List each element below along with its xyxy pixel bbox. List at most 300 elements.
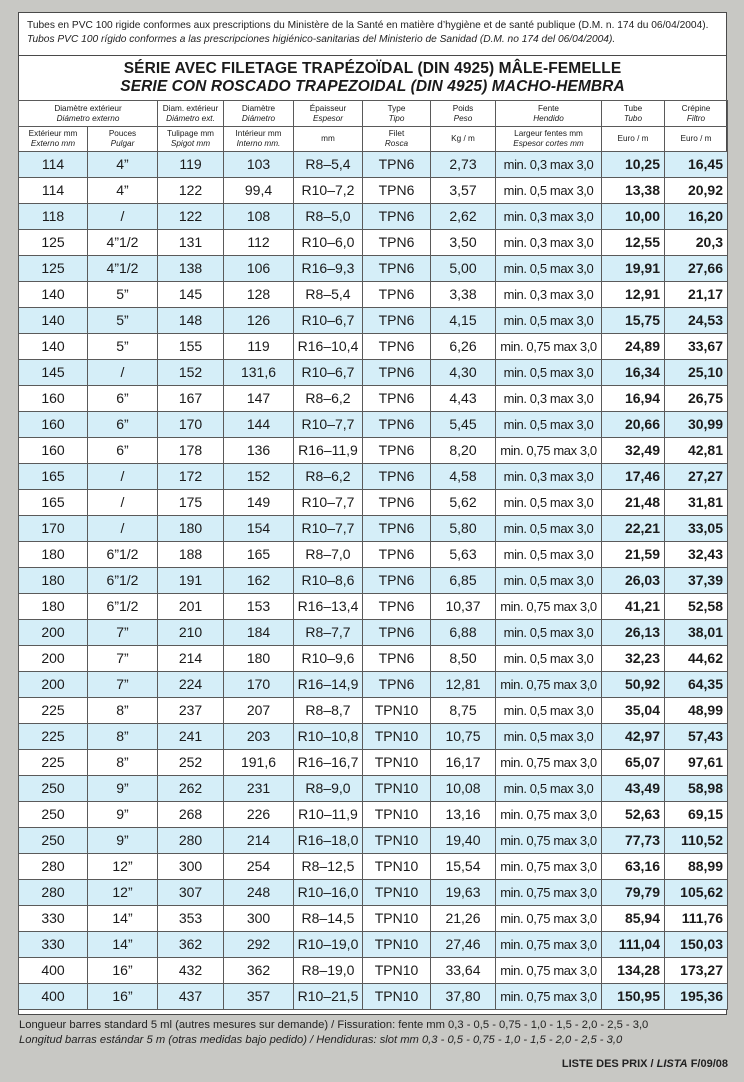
filter-price-cell: 21,17 (665, 282, 728, 308)
tube-price-cell: 24,89 (602, 334, 665, 360)
slot-range-cell: min. 0,75 max 3,0 (496, 438, 602, 464)
thread-type-cell: TPN10 (363, 828, 431, 854)
filter-price-cell: 33,05 (665, 516, 728, 542)
thickness-cell: R10–7,7 (294, 412, 363, 438)
inner-diameter-cell: 136 (224, 438, 294, 464)
inches-cell: 4”1/2 (88, 256, 158, 282)
inches-cell: 9” (88, 776, 158, 802)
slot-range-cell: min. 0,75 max 3,0 (496, 750, 602, 776)
table-row (19, 958, 728, 984)
filter-price-cell: 37,39 (665, 568, 728, 594)
thread-type-cell: TPN6 (363, 256, 431, 282)
filter-price-cell: 16,45 (665, 152, 728, 178)
subheader-thickness-mm: mm (294, 127, 363, 152)
outer-diameter-cell: 200 (19, 646, 88, 672)
outer-diameter-cell: 125 (19, 230, 88, 256)
inner-diameter-cell: 254 (224, 854, 294, 880)
thread-type-cell: TPN10 (363, 906, 431, 932)
thread-type-cell: TPN6 (363, 412, 431, 438)
weight-cell: 5,62 (431, 490, 496, 516)
weight-cell: 10,08 (431, 776, 496, 802)
weight-cell: 5,00 (431, 256, 496, 282)
inches-cell: / (88, 516, 158, 542)
thread-type-cell: TPN10 (363, 724, 431, 750)
inches-cell: 12” (88, 854, 158, 880)
inner-diameter-cell: 108 (224, 204, 294, 230)
thickness-cell: R16–13,4 (294, 594, 363, 620)
outer-diameter-cell: 200 (19, 672, 88, 698)
spigot-diameter-cell: 155 (158, 334, 224, 360)
thickness-cell: R8–5,0 (294, 204, 363, 230)
slot-range-cell: min. 0,5 max 3,0 (496, 360, 602, 386)
thread-type-cell: TPN6 (363, 490, 431, 516)
inches-cell: / (88, 204, 158, 230)
header-tube: Tube Tubo (602, 101, 665, 127)
slot-range-cell: min. 0,75 max 3,0 (496, 906, 602, 932)
inner-diameter-cell: 180 (224, 646, 294, 672)
inches-cell: 6”1/2 (88, 542, 158, 568)
slot-range-cell: min. 0,75 max 3,0 (496, 334, 602, 360)
header-type: Type Tipo (363, 101, 431, 127)
filter-price-cell: 20,92 (665, 178, 728, 204)
slot-range-cell: min. 0,5 max 3,0 (496, 698, 602, 724)
thread-type-cell: TPN10 (363, 984, 431, 1010)
table-row (19, 568, 728, 594)
weight-cell: 8,50 (431, 646, 496, 672)
inches-cell: 6” (88, 438, 158, 464)
weight-cell: 10,75 (431, 724, 496, 750)
footnote-spanish: Longitud barras estándar 5 m (otras medidas bajo pedido) / Hendiduras: slot mm 0,3 - 0,5 - 0,75 - 1,0 - 1,5 - 2,0 - 2,5 - 3,0 (19, 1034, 623, 1046)
thickness-cell: R8–19,0 (294, 958, 363, 984)
table-row (19, 412, 728, 438)
spigot-diameter-cell: 353 (158, 906, 224, 932)
inner-diameter-cell: 149 (224, 490, 294, 516)
inner-diameter-cell: 119 (224, 334, 294, 360)
weight-cell: 21,26 (431, 906, 496, 932)
spigot-diameter-cell: 170 (158, 412, 224, 438)
table-row (19, 386, 728, 412)
header-outer-diameter: Diamètre extérieur Diámetro externo (19, 101, 158, 127)
thread-type-cell: TPN6 (363, 204, 431, 230)
thread-type-cell: TPN6 (363, 360, 431, 386)
outer-diameter-cell: 180 (19, 594, 88, 620)
outer-diameter-cell: 170 (19, 516, 88, 542)
inner-diameter-cell: 362 (224, 958, 294, 984)
weight-cell: 19,40 (431, 828, 496, 854)
slot-range-cell: min. 0,75 max 3,0 (496, 880, 602, 906)
tube-price-cell: 20,66 (602, 412, 665, 438)
price-list-label-french: LISTE DES PRIX / (561, 1058, 654, 1070)
outer-diameter-cell: 160 (19, 438, 88, 464)
inches-cell: 4” (88, 152, 158, 178)
slot-range-cell: min. 0,75 max 3,0 (496, 828, 602, 854)
tube-price-cell: 16,34 (602, 360, 665, 386)
spigot-diameter-cell: 214 (158, 646, 224, 672)
spigot-diameter-cell: 252 (158, 750, 224, 776)
spigot-diameter-cell: 152 (158, 360, 224, 386)
filter-price-cell: 88,99 (665, 854, 728, 880)
tube-price-cell: 65,07 (602, 750, 665, 776)
spigot-diameter-cell: 224 (158, 672, 224, 698)
slot-range-cell: min. 0,75 max 3,0 (496, 802, 602, 828)
spigot-diameter-cell: 268 (158, 802, 224, 828)
thickness-cell: R10–9,6 (294, 646, 363, 672)
tube-price-cell: 12,55 (602, 230, 665, 256)
outer-diameter-cell: 225 (19, 750, 88, 776)
inches-cell: 5” (88, 308, 158, 334)
slot-range-cell: min. 0,5 max 3,0 (496, 516, 602, 542)
slot-range-cell: min. 0,3 max 3,0 (496, 152, 602, 178)
table-row (19, 984, 728, 1010)
inches-cell: 7” (88, 646, 158, 672)
spigot-diameter-cell: 188 (158, 542, 224, 568)
slot-range-cell: min. 0,5 max 3,0 (496, 542, 602, 568)
spigot-diameter-cell: 148 (158, 308, 224, 334)
filter-price-cell: 52,58 (665, 594, 728, 620)
table-row (19, 646, 728, 672)
spigot-diameter-cell: 180 (158, 516, 224, 542)
spigot-diameter-cell: 167 (158, 386, 224, 412)
intro-french: Tubes en PVC 100 rigide conformes aux prescriptions du Ministère de la Santé en matière d’hygiène et de santé publique (D.M. n. 174 du 06/04/2004). (27, 20, 709, 31)
filter-price-cell: 16,20 (665, 204, 728, 230)
header-slot: Fente Hendido (496, 101, 602, 127)
thickness-cell: R16–11,9 (294, 438, 363, 464)
table-row (19, 906, 728, 932)
tube-price-cell: 79,79 (602, 880, 665, 906)
tube-price-cell: 16,94 (602, 386, 665, 412)
weight-cell: 6,26 (431, 334, 496, 360)
slot-range-cell: min. 0,5 max 3,0 (496, 308, 602, 334)
inches-cell: 6”1/2 (88, 594, 158, 620)
weight-cell: 19,63 (431, 880, 496, 906)
thread-type-cell: TPN10 (363, 698, 431, 724)
table-row (19, 620, 728, 646)
inches-cell: 16” (88, 984, 158, 1010)
table-row (19, 672, 728, 698)
inches-cell: / (88, 464, 158, 490)
tube-price-cell: 12,91 (602, 282, 665, 308)
weight-cell: 27,46 (431, 932, 496, 958)
thickness-cell: R16–10,4 (294, 334, 363, 360)
tube-price-cell: 21,59 (602, 542, 665, 568)
inner-diameter-cell: 357 (224, 984, 294, 1010)
outer-diameter-cell: 140 (19, 308, 88, 334)
outer-diameter-cell: 165 (19, 490, 88, 516)
weight-cell: 5,45 (431, 412, 496, 438)
slot-range-cell: min. 0,5 max 3,0 (496, 568, 602, 594)
filter-price-cell: 32,43 (665, 542, 728, 568)
price-list-label-spanish: LISTA (656, 1058, 688, 1070)
thickness-cell: R8–7,0 (294, 542, 363, 568)
slot-range-cell: min. 0,75 max 3,0 (496, 984, 602, 1010)
tube-price-cell: 85,94 (602, 906, 665, 932)
thread-type-cell: TPN6 (363, 386, 431, 412)
tube-price-cell: 134,28 (602, 958, 665, 984)
weight-cell: 4,58 (431, 464, 496, 490)
weight-cell: 15,54 (431, 854, 496, 880)
subheader-outer-mm: Extérieur mm Externo mm (19, 127, 88, 152)
filter-price-cell: 69,15 (665, 802, 728, 828)
slot-range-cell: min. 0,3 max 3,0 (496, 230, 602, 256)
subheader-slot-width: Largeur fentes mm Espesor cortes mm (496, 127, 602, 152)
inner-diameter-cell: 248 (224, 880, 294, 906)
series-title-french: SÉRIE AVEC FILETAGE TRAPÉZOÏDAL (DIN 4925) MÂLE-FEMELLE (123, 60, 622, 77)
inner-diameter-cell: 147 (224, 386, 294, 412)
slot-range-cell: min. 0,3 max 3,0 (496, 464, 602, 490)
filter-price-cell: 24,53 (665, 308, 728, 334)
tube-price-cell: 13,38 (602, 178, 665, 204)
thread-type-cell: TPN10 (363, 880, 431, 906)
table-row (19, 854, 728, 880)
filter-price-cell: 97,61 (665, 750, 728, 776)
inches-cell: 6” (88, 386, 158, 412)
thickness-cell: R10–7,2 (294, 178, 363, 204)
filter-price-cell: 195,36 (665, 984, 728, 1010)
thickness-cell: R10–16,0 (294, 880, 363, 906)
thickness-cell: R10–6,0 (294, 230, 363, 256)
tube-price-cell: 10,25 (602, 152, 665, 178)
spigot-diameter-cell: 307 (158, 880, 224, 906)
inner-diameter-cell: 300 (224, 906, 294, 932)
weight-cell: 10,37 (431, 594, 496, 620)
filter-price-cell: 64,35 (665, 672, 728, 698)
tube-price-cell: 111,04 (602, 932, 665, 958)
outer-diameter-cell: 114 (19, 178, 88, 204)
thread-type-cell: TPN10 (363, 750, 431, 776)
tube-price-cell: 52,63 (602, 802, 665, 828)
tube-price-cell: 43,49 (602, 776, 665, 802)
inner-diameter-cell: 154 (224, 516, 294, 542)
table-row (19, 438, 728, 464)
table-row (19, 724, 728, 750)
weight-cell: 4,15 (431, 308, 496, 334)
tube-price-cell: 21,48 (602, 490, 665, 516)
table-row (19, 178, 728, 204)
spigot-diameter-cell: 191 (158, 568, 224, 594)
slot-range-cell: min. 0,3 max 3,0 (496, 282, 602, 308)
filter-price-cell: 33,67 (665, 334, 728, 360)
slot-range-cell: min. 0,5 max 3,0 (496, 178, 602, 204)
filter-price-cell: 111,76 (665, 906, 728, 932)
inches-cell: 5” (88, 334, 158, 360)
table-row (19, 802, 728, 828)
inches-cell: 14” (88, 932, 158, 958)
tube-price-cell: 26,13 (602, 620, 665, 646)
filter-price-cell: 31,81 (665, 490, 728, 516)
tube-price-cell: 19,91 (602, 256, 665, 282)
inner-diameter-cell: 152 (224, 464, 294, 490)
thickness-cell: R16–14,9 (294, 672, 363, 698)
inches-cell: 9” (88, 828, 158, 854)
weight-cell: 5,63 (431, 542, 496, 568)
inner-diameter-cell: 144 (224, 412, 294, 438)
slot-range-cell: min. 0,3 max 3,0 (496, 386, 602, 412)
inner-diameter-cell: 99,4 (224, 178, 294, 204)
tube-price-cell: 41,21 (602, 594, 665, 620)
spigot-diameter-cell: 362 (158, 932, 224, 958)
series-title (19, 56, 726, 100)
inner-diameter-cell: 128 (224, 282, 294, 308)
slot-range-cell: min. 0,75 max 3,0 (496, 594, 602, 620)
outer-diameter-cell: 250 (19, 802, 88, 828)
thread-type-cell: TPN6 (363, 282, 431, 308)
weight-cell: 12,81 (431, 672, 496, 698)
outer-diameter-cell: 200 (19, 620, 88, 646)
weight-cell: 6,85 (431, 568, 496, 594)
slot-range-cell: min. 0,5 max 3,0 (496, 490, 602, 516)
slot-range-cell: min. 0,3 max 3,0 (496, 204, 602, 230)
subheader-filter-euro: Euro / m (665, 127, 728, 152)
tube-price-cell: 10,00 (602, 204, 665, 230)
spigot-diameter-cell: 300 (158, 854, 224, 880)
outer-diameter-cell: 250 (19, 828, 88, 854)
table-row (19, 490, 728, 516)
inner-diameter-cell: 153 (224, 594, 294, 620)
thread-type-cell: TPN10 (363, 932, 431, 958)
subheader-inner-mm: Intérieur mm Interno mm. (224, 127, 294, 152)
outer-diameter-cell: 180 (19, 568, 88, 594)
filter-price-cell: 30,99 (665, 412, 728, 438)
thickness-cell: R8–12,5 (294, 854, 363, 880)
weight-cell: 2,73 (431, 152, 496, 178)
inner-diameter-cell: 226 (224, 802, 294, 828)
header-weight: Poids Peso (431, 101, 496, 127)
tube-price-cell: 63,16 (602, 854, 665, 880)
thickness-cell: R10–6,7 (294, 360, 363, 386)
header-filter: Crépine Filtro (665, 101, 728, 127)
table-body (19, 152, 728, 1010)
thickness-cell: R8–8,7 (294, 698, 363, 724)
table-row (19, 776, 728, 802)
thickness-cell: R16–9,3 (294, 256, 363, 282)
subheader-kg-per-m: Kg / m (431, 127, 496, 152)
inches-cell: 16” (88, 958, 158, 984)
thickness-cell: R10–21,5 (294, 984, 363, 1010)
inches-cell: 6” (88, 412, 158, 438)
table-row (19, 334, 728, 360)
thread-type-cell: TPN10 (363, 958, 431, 984)
spigot-diameter-cell: 172 (158, 464, 224, 490)
inner-diameter-cell: 165 (224, 542, 294, 568)
inches-cell: 4” (88, 178, 158, 204)
inches-cell: 7” (88, 672, 158, 698)
weight-cell: 16,17 (431, 750, 496, 776)
table-row (19, 516, 728, 542)
slot-range-cell: min. 0,5 max 3,0 (496, 646, 602, 672)
inner-diameter-cell: 106 (224, 256, 294, 282)
inner-diameter-cell: 231 (224, 776, 294, 802)
table-row (19, 152, 728, 178)
inches-cell: / (88, 490, 158, 516)
footnote (19, 1018, 648, 1048)
price-sheet (18, 12, 727, 1015)
weight-cell: 4,30 (431, 360, 496, 386)
slot-range-cell: min. 0,75 max 3,0 (496, 854, 602, 880)
price-list-reference: F/09/08 (690, 1058, 728, 1070)
inner-diameter-cell: 162 (224, 568, 294, 594)
filter-price-cell: 48,99 (665, 698, 728, 724)
outer-diameter-cell: 180 (19, 542, 88, 568)
spigot-diameter-cell: 131 (158, 230, 224, 256)
outer-diameter-cell: 118 (19, 204, 88, 230)
inner-diameter-cell: 170 (224, 672, 294, 698)
header-spigot-diameter: Diam. extérieur Diámetro ext. (158, 101, 224, 127)
weight-cell: 4,43 (431, 386, 496, 412)
table-row (19, 360, 728, 386)
table-row (19, 282, 728, 308)
filter-price-cell: 57,43 (665, 724, 728, 750)
slot-range-cell: min. 0,5 max 3,0 (496, 620, 602, 646)
tube-price-cell: 32,23 (602, 646, 665, 672)
inches-cell: 8” (88, 698, 158, 724)
inner-diameter-cell: 203 (224, 724, 294, 750)
spigot-diameter-cell: 175 (158, 490, 224, 516)
weight-cell: 2,62 (431, 204, 496, 230)
inner-diameter-cell: 184 (224, 620, 294, 646)
tube-price-cell: 150,95 (602, 984, 665, 1010)
spigot-diameter-cell: 237 (158, 698, 224, 724)
filter-price-cell: 27,66 (665, 256, 728, 282)
inches-cell: 4”1/2 (88, 230, 158, 256)
price-list-code (562, 1058, 728, 1070)
outer-diameter-cell: 330 (19, 906, 88, 932)
outer-diameter-cell: 125 (19, 256, 88, 282)
table-row (19, 698, 728, 724)
outer-diameter-cell: 250 (19, 776, 88, 802)
outer-diameter-cell: 140 (19, 334, 88, 360)
spigot-diameter-cell: 138 (158, 256, 224, 282)
thread-type-cell: TPN6 (363, 334, 431, 360)
thread-type-cell: TPN6 (363, 178, 431, 204)
slot-range-cell: min. 0,75 max 3,0 (496, 932, 602, 958)
filter-price-cell: 25,10 (665, 360, 728, 386)
header-row-sub (19, 127, 728, 152)
spigot-diameter-cell: 262 (158, 776, 224, 802)
thickness-cell: R10–19,0 (294, 932, 363, 958)
thread-type-cell: TPN6 (363, 594, 431, 620)
filter-price-cell: 42,81 (665, 438, 728, 464)
thread-type-cell: TPN6 (363, 542, 431, 568)
table-row (19, 464, 728, 490)
thread-type-cell: TPN6 (363, 308, 431, 334)
thread-type-cell: TPN6 (363, 516, 431, 542)
thickness-cell: R8–5,4 (294, 152, 363, 178)
spigot-diameter-cell: 122 (158, 178, 224, 204)
weight-cell: 3,50 (431, 230, 496, 256)
inches-cell: 9” (88, 802, 158, 828)
filter-price-cell: 150,03 (665, 932, 728, 958)
intro-text (19, 13, 726, 49)
table-row (19, 204, 728, 230)
tube-price-cell: 26,03 (602, 568, 665, 594)
inches-cell: 7” (88, 620, 158, 646)
table-row (19, 594, 728, 620)
spigot-diameter-cell: 437 (158, 984, 224, 1010)
series-title-spanish: SERIE CON ROSCADO TRAPEZOIDAL (DIN 4925) MACHO-HEMBRA (120, 78, 625, 95)
outer-diameter-cell: 280 (19, 880, 88, 906)
subheader-inches: Pouces Pulgar (88, 127, 158, 152)
thread-type-cell: TPN10 (363, 776, 431, 802)
tube-price-cell: 32,49 (602, 438, 665, 464)
thickness-cell: R8–5,4 (294, 282, 363, 308)
spigot-diameter-cell: 178 (158, 438, 224, 464)
table-row (19, 750, 728, 776)
thickness-cell: R10–10,8 (294, 724, 363, 750)
header-inner-diameter: Diamètre Diámetro (224, 101, 294, 127)
thickness-cell: R10–6,7 (294, 308, 363, 334)
inches-cell: 12” (88, 880, 158, 906)
slot-range-cell: min. 0,75 max 3,0 (496, 672, 602, 698)
